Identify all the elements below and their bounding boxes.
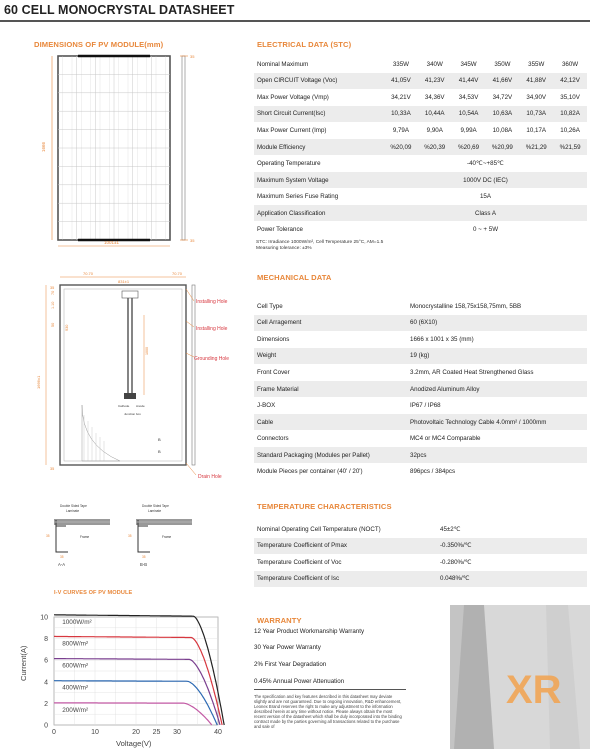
warranty-item: 12 Year Product Workmanship Warranty <box>254 628 365 635</box>
table-header-row <box>254 56 587 73</box>
table-cell: Frame Material <box>254 381 410 398</box>
table-cell: 345W <box>460 60 477 68</box>
anode-label: Anode <box>136 404 145 408</box>
table-row <box>254 571 587 588</box>
stc-note-line: STC: Irradiance 1000W/m², Cell Temperature 25°C, AM=1.5 <box>256 240 384 245</box>
table-cell: 41,23V <box>418 73 452 90</box>
dimensions-heading: DIMENSIONS OF PV MODULE(mm) <box>34 40 164 49</box>
table-cell: 34,90V <box>526 93 547 101</box>
table-cell: Monocrystalline 158,75x158,75mm, 5BB <box>410 302 522 310</box>
table-row <box>254 447 587 464</box>
table-cell: 360W <box>561 60 579 68</box>
table-cell: 0 ~ + 5W <box>472 226 499 234</box>
table-cell: %21,29 <box>519 139 553 156</box>
table-row <box>254 155 587 172</box>
x-tick-label: 25 <box>152 729 161 736</box>
table-cell: 10,73A <box>519 106 553 123</box>
table-cell: 3.2mm, AR Coated Heat Strengthened Glass <box>410 368 534 376</box>
table-cell: Power Tolerance <box>257 226 303 234</box>
table-cell: 9,90A <box>426 126 443 134</box>
section-mark-b-lower: B <box>158 449 161 454</box>
callout-drain-hole: Drain Hole <box>198 474 222 480</box>
mechanical-table <box>254 298 587 480</box>
callout-installing-hole-1: Installing Hole <box>196 299 228 305</box>
y-tick-label: 4 <box>44 679 48 687</box>
x-tick-label: 30 <box>173 729 181 736</box>
table-cell: Front Cover <box>257 368 290 376</box>
y-tick-label: 8 <box>44 636 48 644</box>
table-cell: Standard Packaging (Modules per Pallet) <box>254 447 410 464</box>
table-cell: 10,26A <box>560 126 580 134</box>
table-row <box>254 73 587 90</box>
tolerance-note-line: Measuring tolerance: ±3% <box>256 245 312 251</box>
x-axis-label: Voltage(V) <box>116 739 152 748</box>
table-cell: 340W <box>426 60 443 68</box>
table-cell: Photovoltaic Technology Cable 4.0mm² / 1000mm <box>410 414 587 431</box>
table-row <box>254 188 587 205</box>
table-row <box>254 205 587 222</box>
table-cell: Connectors <box>257 435 289 443</box>
table-cell: 9,99A <box>460 126 477 134</box>
table-cell: Dimensions <box>257 335 290 343</box>
brand-panel <box>450 605 590 749</box>
section-mark-b-upper: B <box>158 437 161 442</box>
frame-label-aa: Frame <box>80 535 90 539</box>
table-row <box>254 89 587 106</box>
warranty-divider <box>254 689 406 690</box>
table-cell: 10,82A <box>553 106 587 123</box>
table-cell: 34,72V <box>492 93 513 101</box>
rear-left-dim: 70.70 <box>83 271 94 276</box>
tape-label-aa: Double Sided Tape <box>60 504 87 508</box>
series-label: 800W/m² <box>62 640 89 648</box>
table-cell: J-BOX <box>257 402 276 410</box>
section-aa <box>46 504 110 567</box>
table-row <box>254 221 587 238</box>
dim-bb-width: 35 <box>142 555 146 559</box>
table-cell: 1666 x 1001 x 35 (mm) <box>410 335 474 343</box>
table-cell: 10,17A <box>526 126 547 134</box>
table-cell: 34,21V <box>391 93 411 101</box>
mechanical-heading: MECHANICAL DATA <box>257 273 332 282</box>
table-cell: Short Circuit Current(Isc) <box>254 106 384 123</box>
table-cell: 35,10V <box>560 93 580 101</box>
warranty-item: 0.45% Annual Power Attenuation <box>254 678 345 685</box>
table-cell: Maximum Series Fuse Rating <box>257 193 339 201</box>
table-cell: 15A <box>479 193 491 201</box>
section-bb-label: B-B <box>140 562 147 567</box>
table-cell: Open CIRCUIT Voltage (Voc) <box>254 73 384 90</box>
table-cell: -0.280%/℃ <box>440 558 472 566</box>
table-row <box>254 331 587 348</box>
stc-note <box>256 240 383 251</box>
iv-curves-heading: I-V CURVES OF PV MODULE <box>54 590 133 596</box>
laminate-label-bb: Laminate <box>148 509 162 513</box>
rear-side-profile <box>192 285 195 465</box>
series-label: 1000W/m² <box>62 618 92 626</box>
callout-installing-hole-2: Installing Hole <box>196 326 228 332</box>
table-row <box>254 139 587 156</box>
table-cell: 355W <box>528 60 545 68</box>
rear-side-b: 1.10 <box>51 301 55 309</box>
table-cell: Temperature Coefficient of Voc <box>257 558 342 566</box>
frame-label-bb: Frame <box>162 535 172 539</box>
title-divider <box>0 20 590 22</box>
y-tick-label: 6 <box>44 657 48 665</box>
table-row <box>254 538 587 555</box>
table-cell: 335W <box>392 60 409 68</box>
table-cell: Class A <box>384 205 587 222</box>
table-cell: Weight <box>254 348 410 365</box>
table-row <box>254 463 587 480</box>
electrical-heading: ELECTRICAL DATA (STC) <box>257 40 352 49</box>
y-axis-label: Current(A) <box>19 645 28 681</box>
dim-aa-height: 35 <box>46 534 50 538</box>
table-cell: Application Classification <box>254 205 384 222</box>
table-row <box>254 381 587 398</box>
series-label: 200W/m² <box>62 706 89 714</box>
warranty-heading: WARRANTY <box>257 616 302 625</box>
y-tick-label: 10 <box>40 614 48 622</box>
rear-height-dim: 1666±1 <box>36 375 41 389</box>
rear-view-drawing <box>20 265 250 485</box>
table-row <box>254 106 587 123</box>
table-row <box>254 414 587 431</box>
front-view-drawing <box>30 48 230 254</box>
table-cell: 41,05V <box>384 73 418 90</box>
rear-frame-top: 35 <box>50 286 55 290</box>
table-cell: Cell Type <box>257 302 283 310</box>
table-row <box>254 298 587 315</box>
tape-label-bb: Double Sided Tape <box>142 504 169 508</box>
junction-box <box>122 291 138 298</box>
table-cell: 41,44V <box>452 73 486 90</box>
table-cell: 19 (kg) <box>410 348 587 365</box>
iv-chart <box>20 605 230 749</box>
cross-sections <box>40 500 230 575</box>
page-title: 60 CELL MONOCRYSTAL DATASHEET <box>4 3 235 17</box>
table-cell: 0.048%/℃ <box>440 571 587 588</box>
table-cell: -0.350%/℃ <box>440 538 587 555</box>
x-tick-label: 40 <box>214 729 222 736</box>
rear-frame-bottom: 35 <box>50 467 55 471</box>
table-cell: 10,33A <box>384 106 418 123</box>
table-cell: 34,36V <box>424 93 445 101</box>
frame-depth-top: 35 <box>190 54 195 59</box>
table-cell: 34,53V <box>458 93 479 101</box>
table-cell: Cell Arragement <box>254 315 410 332</box>
table-row <box>254 315 587 332</box>
table-cell: 32pcs <box>410 447 587 464</box>
warranty-item: 2% First Year Degradation <box>254 661 327 668</box>
table-cell: 60 (6X10) <box>410 315 587 332</box>
table-cell: Module Pieces per container (40' / 20') <box>257 468 363 476</box>
table-cell: Operating Temperature <box>257 160 321 168</box>
table-cell: MC4 or MC4 Comparable <box>410 435 481 443</box>
rear-right-dim: 70.70 <box>172 271 183 276</box>
connector-cathode <box>124 393 130 399</box>
disclaimer-text: The specification and key features described in this datasheet may deviate slightly and are not guaranteed. Due to ongoing innovation, R&D enhancement, Leonex Brand reserves the right to make any adjustment to the information described herein at any time without notice. Please always obtain the most recent version of the datasheet which shall be duly incorporated into the binding contract made by the parties governing all transactions related to the purchase and sale of <box>254 694 402 729</box>
section-aa-label: A-A <box>58 562 65 567</box>
table-cell: 45±2℃ <box>440 525 461 533</box>
table-cell: 10,54A <box>452 106 486 123</box>
table-cell: Max Power Current (Imp) <box>257 126 327 134</box>
table-cell: Nominal Maximum <box>257 60 309 68</box>
table-cell: Temperature Coefficient of Pmax <box>254 538 440 555</box>
table-cell: 1000V DC (IEC) <box>384 172 587 189</box>
table-row <box>254 554 587 571</box>
callout-grounding-hole: Grounding Hole <box>194 356 230 362</box>
connector-anode <box>130 393 136 399</box>
table-cell: 10,44A <box>418 106 452 123</box>
table-cell: %21,59 <box>553 139 587 156</box>
table-cell: 10,08A <box>492 126 513 134</box>
section-bb <box>128 504 192 567</box>
table-cell: Cable <box>254 414 410 431</box>
table-row <box>254 364 587 381</box>
table-row <box>254 397 587 414</box>
width-dim-label: 1001±1 <box>104 240 119 245</box>
rear-inner-dim: 930 <box>65 324 69 331</box>
dim-aa-width: 35 <box>60 555 64 559</box>
table-cell: -40℃~+85℃ <box>467 160 504 168</box>
rear-width-dim: 831±1 <box>118 279 130 284</box>
y-tick-label: 2 <box>44 700 48 708</box>
rear-side-a: 50 <box>51 322 55 327</box>
table-row <box>254 122 587 139</box>
table-cell: Module Efficiency <box>254 139 384 156</box>
table-cell: %20,39 <box>418 139 452 156</box>
temperature-heading: TEMPERATURE CHARACTERISTICS <box>257 502 392 511</box>
height-dim-label: 1666 <box>41 141 46 152</box>
cable-length-label: 1000 <box>145 347 149 355</box>
table-cell: %20,69 <box>452 139 486 156</box>
table-cell: 896pcs / 384pcs <box>410 468 456 476</box>
table-cell: Temperature Coefficient of Isc <box>254 571 440 588</box>
table-row <box>254 430 587 447</box>
series-label: 400W/m² <box>62 684 89 692</box>
frame-depth-bottom: 35 <box>190 238 195 243</box>
cathode-label: Cathode <box>118 404 130 408</box>
table-row <box>254 348 587 365</box>
brand-logo: XR <box>506 668 562 712</box>
side-profile <box>182 56 185 240</box>
series-label: 600W/m² <box>62 662 89 670</box>
table-cell: 10,63A <box>485 106 519 123</box>
x-tick-label: 10 <box>91 729 99 736</box>
box-label: Junction box <box>124 412 141 416</box>
y-tick-label: 0 <box>44 722 48 730</box>
table-cell: 42,12V <box>553 73 587 90</box>
x-tick-label: 0 <box>52 729 56 736</box>
table-cell: 41,88V <box>519 73 553 90</box>
table-cell: Maximum System Voltage <box>254 172 384 189</box>
rear-frame <box>60 285 186 465</box>
table-cell: Max Power Voltage (Vmp) <box>257 93 329 101</box>
table-cell: %20,09 <box>384 139 418 156</box>
temperature-table <box>254 521 587 587</box>
table-cell: %20,99 <box>485 139 519 156</box>
warranty-item: 30 Year Power Warranty <box>254 644 321 651</box>
table-row <box>254 172 587 189</box>
table-cell: IP67 / IP68 <box>410 402 441 410</box>
electrical-table <box>254 56 587 238</box>
laminate-label-aa: Laminate <box>66 509 80 513</box>
dim-bb-height: 35 <box>128 534 132 538</box>
table-cell: Nominal Operating Cell Temperature (NOCT) <box>257 525 381 533</box>
table-cell: 9,79A <box>392 126 409 134</box>
rear-side-c: 70 <box>51 290 55 295</box>
table-cell: Anodized Aluminum Alloy <box>410 381 587 398</box>
x-tick-label: 20 <box>132 729 140 736</box>
table-row <box>254 521 587 538</box>
table-cell: 350W <box>494 60 511 68</box>
table-cell: 41,66V <box>485 73 519 90</box>
